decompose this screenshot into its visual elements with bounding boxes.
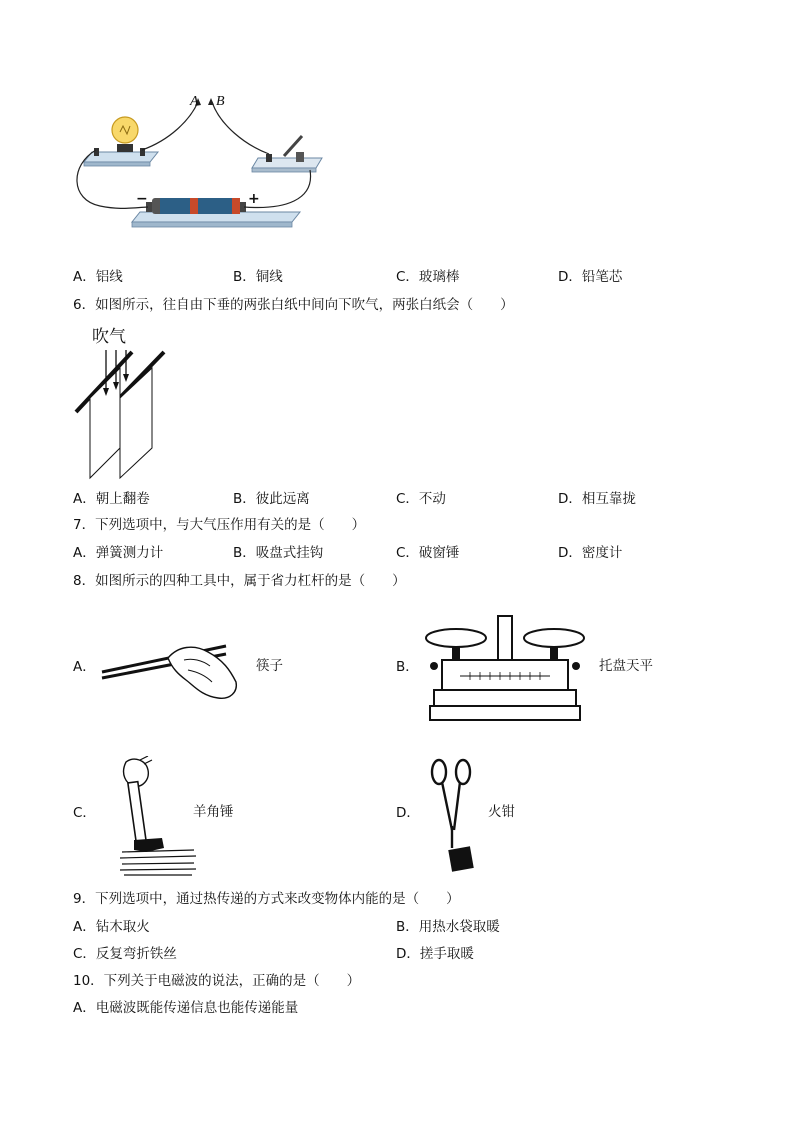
claw-hammer-icon — [118, 756, 198, 878]
label-a: A — [190, 94, 199, 109]
q5-option-c[interactable]: C．玻璃棒 — [396, 269, 460, 285]
q8-option-d-name: 火钳 — [488, 804, 515, 820]
q8-option-c-letter[interactable]: C． — [73, 805, 96, 821]
q8-stem: 8．如图所示的四种工具中，属于省力杠杆的是（ ） — [73, 573, 406, 589]
q8-option-d-letter[interactable]: D． — [396, 805, 420, 821]
q6-option-b[interactable]: B．彼此远离 — [233, 491, 310, 507]
q6-option-c[interactable]: C．不动 — [396, 491, 446, 507]
q6-figure-label: 吹气 — [92, 327, 126, 347]
q6-stem: 6．如图所示，往自由下垂的两张白纸中间向下吹气，两张白纸会（ ） — [73, 297, 514, 313]
q6-option-a[interactable]: A．朝上翻卷 — [73, 491, 150, 507]
balance-icon — [420, 610, 590, 725]
paper-figure — [70, 340, 180, 485]
label-plus: + — [248, 191, 260, 207]
q6-option-d[interactable]: D．相互靠拢 — [558, 491, 636, 507]
q9-option-d[interactable]: D．搓手取暖 — [396, 946, 474, 962]
circuit-figure — [70, 90, 340, 240]
q10-option-a[interactable]: A．电磁波既能传递信息也能传递能量 — [73, 1000, 299, 1016]
q8-option-b-letter[interactable]: B． — [396, 659, 419, 675]
q9-option-b[interactable]: B．用热水袋取暖 — [396, 919, 500, 935]
q9-stem: 9．下列选项中，通过热传递的方式来改变物体内能的是（ ） — [73, 891, 460, 907]
chopsticks-icon — [98, 636, 248, 706]
q7-option-d[interactable]: D．密度计 — [558, 545, 623, 561]
q7-option-a[interactable]: A．弹簧测力计 — [73, 545, 164, 561]
fire-tongs-icon — [426, 756, 476, 876]
label-minus: − — [136, 191, 148, 207]
q8-option-a-name: 筷子 — [256, 658, 283, 674]
q8-option-c-name: 羊角锤 — [193, 804, 234, 820]
q5-option-b[interactable]: B．铜线 — [233, 269, 283, 285]
q9-option-c[interactable]: C．反复弯折铁丝 — [73, 946, 177, 962]
q10-stem: 10．下列关于电磁波的说法，正确的是（ ） — [73, 973, 361, 989]
q9-option-a[interactable]: A．钻木取火 — [73, 919, 150, 935]
label-b: B — [216, 94, 225, 109]
q7-stem: 7．下列选项中，与大气压作用有关的是（ ） — [73, 517, 366, 533]
q8-option-b-name: 托盘天平 — [599, 658, 653, 674]
q7-option-c[interactable]: C．破窗锤 — [396, 545, 460, 561]
q7-option-b[interactable]: B．吸盘式挂钩 — [233, 545, 324, 561]
q5-option-a[interactable]: A．铝线 — [73, 269, 123, 285]
q8-option-a-letter[interactable]: A． — [73, 659, 96, 675]
q5-option-d[interactable]: D．铅笔芯 — [558, 269, 623, 285]
